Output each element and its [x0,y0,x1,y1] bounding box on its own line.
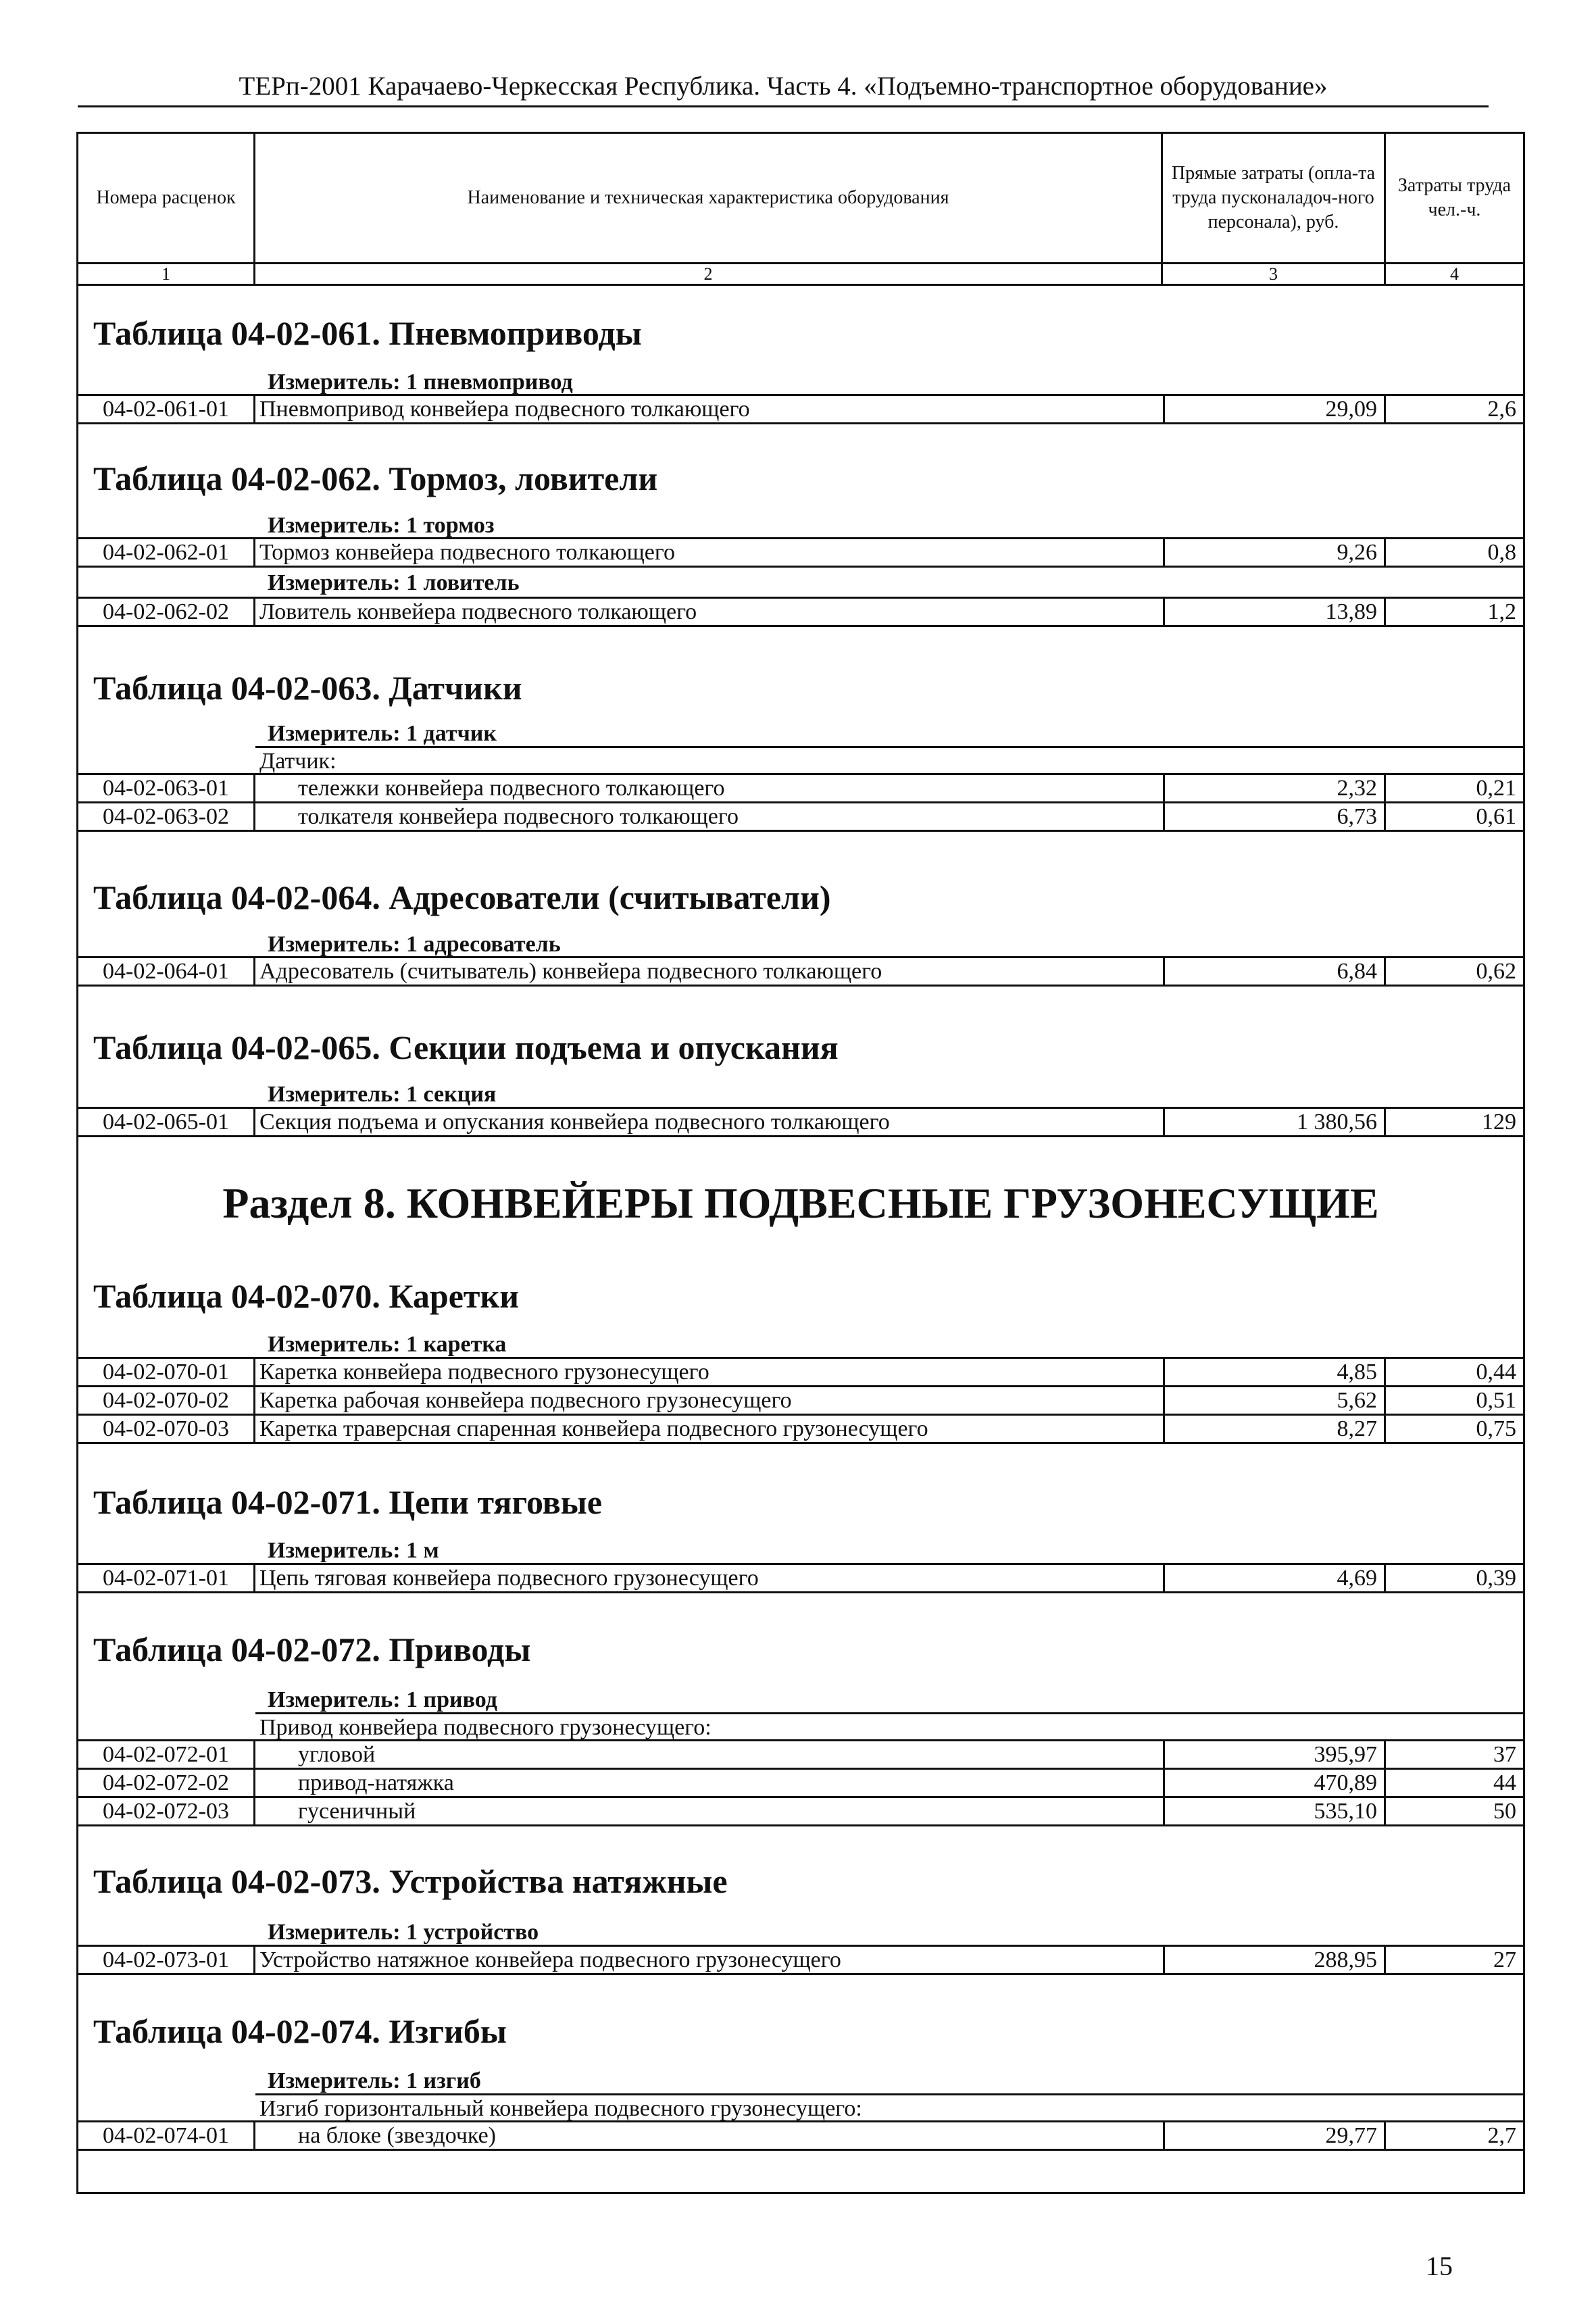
row-name: Адресователь (считыватель) конвейера подвесного толкающего [259,959,882,984]
table-row [78,597,1523,627]
row-name: Ловитель конвейера подвесного толкающего [259,599,697,624]
table-row [78,1357,1523,1387]
column-number-2: 2 [255,262,1163,284]
row-cost: 4,85 [1163,1359,1386,1385]
table-title: Таблица 04-02-064. Адресователи (считыватели) [93,878,831,916]
row-labor: 0,44 [1476,1360,1516,1385]
row-code: 04-02-072-02 [78,1770,255,1796]
row-cost: 395,97 [1163,1741,1386,1768]
table-row [78,1796,1523,1826]
row-labor: 50 [1493,1799,1516,1824]
measure-label: Измеритель: 1 датчик [268,721,497,746]
row-labor: 0,51 [1476,1388,1516,1413]
row-code: 04-02-072-01 [78,1741,255,1768]
table-row [78,2120,1523,2151]
row-name: угловой [298,1742,376,1767]
row-labor: 0,8 [1487,540,1516,565]
row-name: Каретка конвейера подвесного грузонесущего [259,1360,709,1385]
row-labor: 0,62 [1476,959,1516,984]
row-labor: 27 [1493,1947,1516,1972]
table-row [78,1739,1523,1770]
column-number-1: 1 [78,262,255,284]
group-label: Изгиб горизонтальный конвейера подвесного грузонесущего: [255,2093,1523,2122]
group-label: Привод конвейера подвесного грузонесущего: [255,1712,1523,1741]
table-row [78,956,1523,987]
row-labor: 44 [1493,1770,1516,1795]
row-cost: 535,10 [1163,1798,1386,1824]
row-code: 04-02-071-01 [78,1565,255,1591]
table-row [78,1385,1523,1416]
table-row [78,1768,1523,1798]
row-name: привод-натяжка [298,1770,454,1795]
row-labor: 2,6 [1487,397,1516,422]
row-code: 04-02-063-01 [78,775,255,801]
table-row [78,773,1523,803]
table-row [78,394,1523,424]
table-row [78,1107,1523,1137]
table-title: Таблица 04-02-070. Каретки [93,1277,520,1315]
measure-label: Измеритель: 1 устройство [268,1920,539,1945]
row-code: 04-02-073-01 [78,1947,255,1973]
row-cost: 13,89 [1163,599,1386,625]
measure-label: Измеритель: 1 ловитель [268,570,520,595]
row-cost: 29,77 [1163,2122,1386,2149]
row-labor: 1,2 [1487,599,1516,624]
column-header-labor: Затраты труда чел.-ч. [1397,175,1512,220]
row-code: 04-02-070-01 [78,1359,255,1385]
measure-label: Измеритель: 1 м [268,1538,439,1563]
row-cost: 8,27 [1163,1416,1386,1442]
table-row [78,1945,1523,1975]
row-cost: 9,26 [1163,539,1386,566]
row-labor: 129 [1482,1110,1516,1135]
row-cost: 6,73 [1163,803,1386,830]
row-code: 04-02-063-02 [78,803,255,830]
row-cost: 6,84 [1163,958,1386,985]
measure-label: Измеритель: 1 пневмопривод [268,370,573,395]
row-name: гусеничный [298,1799,416,1824]
row-cost: 4,69 [1163,1565,1386,1591]
page-header: ТЕРп-2001 Карачаево-Черкесская Республика. Часть 4. «Подъемно-транспортное оборудование» [78,68,1489,107]
group-label: Датчик: [255,746,1523,775]
row-labor: 37 [1493,1742,1516,1767]
row-name: Устройство натяжное конвейера подвесного грузонесущего [259,1947,841,1972]
table-title: Таблица 04-02-065. Секции подъема и опускания [93,1028,839,1066]
table-title: Таблица 04-02-071. Цепи тяговые [93,1483,602,1521]
row-code: 04-02-062-02 [78,599,255,625]
table-header [78,134,1523,286]
row-cost: 29,09 [1163,396,1386,422]
measure-label: Измеритель: 1 тормоз [268,513,495,538]
table-title: Таблица 04-02-073. Устройства натяжные [93,1862,728,1900]
table-row [78,1414,1523,1444]
row-name: толкателя конвейера подвесного толкающего [298,804,739,829]
table-row [78,537,1523,568]
column-number-4: 4 [1386,262,1523,284]
row-name: тележки конвейера подвесного толкающего [298,776,725,801]
row-code: 04-02-074-01 [78,2122,255,2149]
table-title: Таблица 04-02-063. Датчики [93,669,522,707]
row-cost: 5,62 [1163,1387,1386,1414]
row-labor: 0,21 [1476,776,1516,801]
row-code: 04-02-065-01 [78,1109,255,1135]
row-name: Секция подъема и опускания конвейера подвесного толкающего [259,1110,890,1135]
row-name: Цепь тяговая конвейера подвесного грузонесущего [259,1566,759,1591]
row-name: Каретка рабочая конвейера подвесного грузонесущего [259,1388,792,1413]
section-title: Раздел 8. КОНВЕЙЕРЫ ПОДВЕСНЫЕ ГРУЗОНЕСУЩИЕ [222,1179,1379,1227]
row-cost: 2,32 [1163,775,1386,801]
measure-label: Измеритель: 1 изгиб [268,2068,481,2093]
row-code: 04-02-072-03 [78,1798,255,1824]
measure-label: Измеритель: 1 адресователь [268,932,561,957]
measure-label: Измеритель: 1 каретка [268,1332,507,1357]
row-code: 04-02-061-01 [78,396,255,422]
row-name: Тормоз конвейера подвесного толкающего [259,540,675,565]
row-cost: 288,95 [1163,1947,1386,1973]
table-row [78,1563,1523,1593]
row-name: Каретка траверсная спаренная конвейера подвесного грузонесущего [259,1416,928,1441]
row-code: 04-02-070-02 [78,1387,255,1414]
table-title: Таблица 04-02-061. Пневмоприводы [93,314,642,352]
table-row [78,801,1523,832]
column-header-name: Наименование и техническая характеристика оборудования [255,134,1163,262]
row-labor: 2,7 [1487,2123,1516,2148]
row-cost: 470,89 [1163,1770,1386,1796]
measure-label: Измеритель: 1 секция [268,1082,497,1107]
row-code: 04-02-064-01 [78,958,255,985]
column-number-3: 3 [1163,262,1386,284]
page-number: 15 [1426,2251,1453,2281]
row-labor: 0,61 [1476,804,1516,829]
table-title: Таблица 04-02-074. Изгибы [93,2012,507,2050]
price-table [76,132,1525,2194]
row-name: на блоке (звездочке) [298,2123,497,2148]
table-title: Таблица 04-02-062. Тормоз, ловители [93,459,658,497]
row-name: Пневмопривод конвейера подвесного толкающего [259,397,750,422]
table-title: Таблица 04-02-072. Приводы [93,1631,531,1668]
column-header-cost: Прямые затраты (опла-та труда пусконаладоч-ного персонала), руб. [1163,134,1386,262]
measure-label: Измеритель: 1 привод [268,1687,497,1712]
row-code: 04-02-062-01 [78,539,255,566]
row-cost: 1 380,56 [1163,1109,1386,1135]
column-header-codes: Номера расценок [78,134,255,262]
row-code: 04-02-070-03 [78,1416,255,1442]
row-labor: 0,39 [1476,1566,1516,1591]
row-labor: 0,75 [1476,1416,1516,1441]
